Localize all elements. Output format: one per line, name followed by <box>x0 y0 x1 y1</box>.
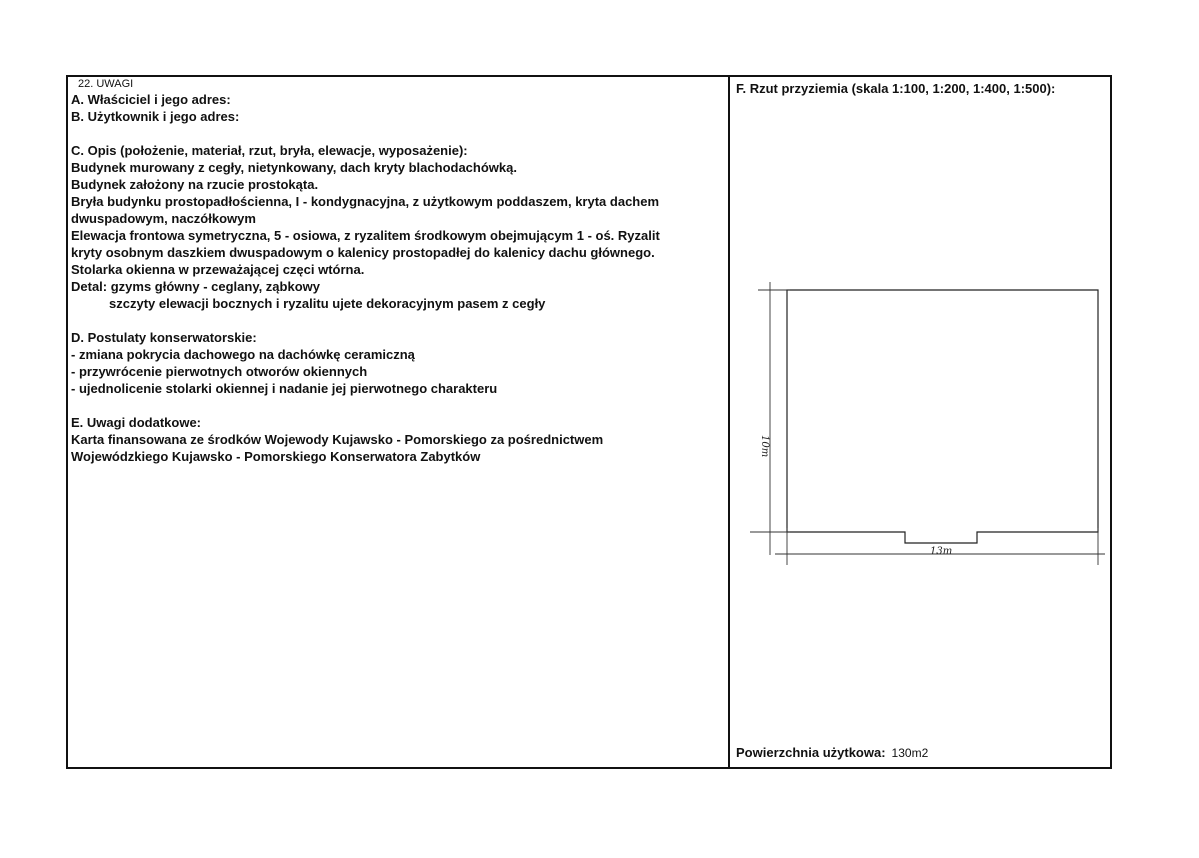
width-label: 13m <box>930 546 953 557</box>
user-label: B. Użytkownik i jego adres: <box>71 109 240 124</box>
description-line: Bryła budynku prostopadłościenna, I - kondygnacyjna, z użytkowym poddaszem, kryta dachem <box>71 194 660 209</box>
building-outline <box>787 290 1098 543</box>
remarks-column <box>71 78 726 465</box>
description-line: Budynek założony na rzucie prostokąta. <box>71 177 319 192</box>
section-number: 22. UWAGI <box>78 78 134 90</box>
description-line: Elewacja frontowa symetryczna, 5 - osiowa, z ryzalitem środkowym obejmującym 1 - oś. Ryzalit <box>71 228 660 243</box>
description-line: kryty osobnym daszkiem dwuspadowym o kalenicy prostopadłej do kalenicy dachu głównego. <box>71 245 655 260</box>
postulate-item: - ujednolicenie stolarki okiennej i nadanie jej pierwotnego charakteru <box>71 381 498 396</box>
postulate-item: - zmiana pokrycia dachowego na dachówkę ceramiczną <box>71 347 415 362</box>
postulate-item: - przywrócenie pierwotnych otworów okiennych <box>71 364 368 379</box>
floor-plan-drawing <box>740 270 1110 580</box>
description-line: Budynek murowany z cegły, nietynkowany, dach kryty blachodachówką. <box>71 160 517 175</box>
remarks-heading: E. Uwagi dodatkowe: <box>71 415 202 430</box>
description-line: dwuspadowym, naczółkowym <box>71 211 256 226</box>
column-divider <box>728 75 730 769</box>
description-detail-line: szczyty elewacji bocznych i ryzalitu ujete dekoracyjnym pasem z cegły <box>109 296 546 311</box>
usable-area <box>736 745 928 760</box>
remarks-line: Karta finansowana ze środków Wojewody Kujawsko - Pomorskiego za pośrednictwem <box>71 432 604 447</box>
description-heading: C. Opis (położenie, materiał, rzut, bryła, elewacje, wyposażenie): <box>71 143 468 158</box>
remarks-line: Wojewódzkiego Kujawsko - Pomorskiego Konserwatora Zabytków <box>71 449 481 464</box>
usable-area-value: 130m2 <box>891 746 929 760</box>
depth-label: 10m <box>759 435 770 458</box>
owner-label: A. Właściciel i jego adres: <box>71 92 231 107</box>
floor-plan-heading: F. Rzut przyziemia (skala 1:100, 1:200, 1:400, 1:500): <box>736 81 1056 96</box>
description-line: Stolarka okienna w przeważającej częci wtórna. <box>71 262 365 277</box>
usable-area-label: Powierzchnia użytkowa: <box>736 745 886 760</box>
postulates-heading: D. Postulaty konserwatorskie: <box>71 330 257 345</box>
description-line: Detal: gzyms główny - ceglany, ząbkowy <box>71 279 320 294</box>
